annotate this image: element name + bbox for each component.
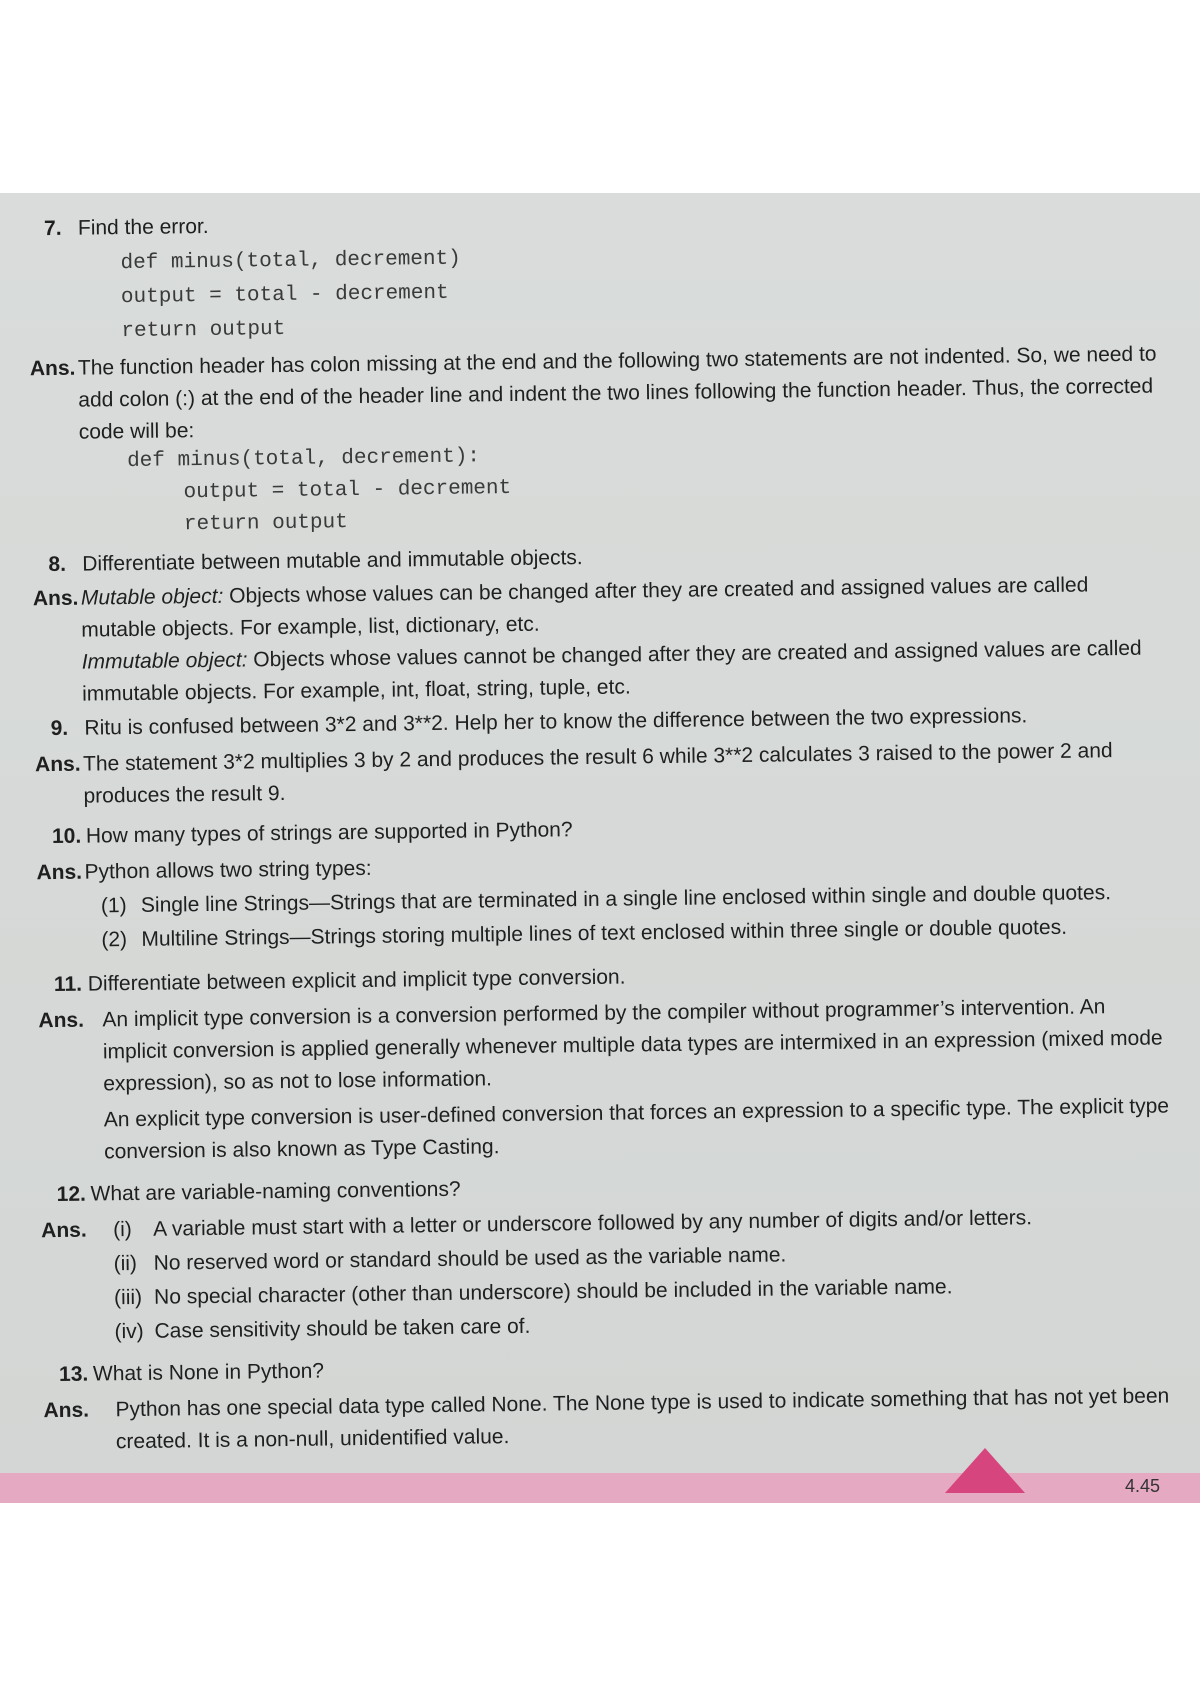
code-line: output = total - decrement	[120, 281, 449, 310]
question-number: 11.	[53, 972, 83, 997]
question-number: 8.	[48, 552, 67, 577]
question-text: What are variable-naming conventions?	[90, 1177, 461, 1206]
question-text: How many types of strings are supported in Python?	[85, 818, 573, 848]
question-number: 13.	[58, 1362, 89, 1386]
question-7	[44, 199, 1144, 245]
question-number: 12.	[56, 1182, 87, 1206]
item-text: Multiline Strings—Strings storing multiple lines of text enclosed within three single or double quotes.	[141, 915, 1068, 951]
item-text: No special character (other than underscore) should be included in the variable name.	[153, 1275, 953, 1309]
question-text: Differentiate between mutable and immutable objects.	[82, 546, 583, 576]
footer-triangle-decoration	[945, 1448, 1025, 1493]
answer-text: An implicit type conversion is a conversion performed by the compiler without programmer’s intervention. An implicit conversion is applied generally whenever multiple data types are intermixed in an expression (mixed mode expression), so as not to lose information.	[102, 995, 1163, 1096]
question-number: 7.	[43, 216, 62, 241]
code-line: return output	[121, 317, 286, 344]
answer-label: Ans.	[41, 1218, 87, 1243]
item-text: Case sensitivity should be taken care of.	[154, 1314, 531, 1343]
item-text: Single line Strings—Strings that are terminated in a single line enclosed within single and double quotes.	[140, 881, 1112, 917]
answer-label: Ans.	[29, 356, 76, 381]
answer-text: Python allows two string types:	[84, 856, 372, 884]
question-text: Differentiate between explicit and implicit type conversion.	[87, 965, 626, 996]
code-line: return output	[183, 511, 348, 537]
code-line: def minus(total, decrement)	[120, 247, 461, 276]
book-page	[0, 193, 1200, 1503]
term-immutable: Immutable object:	[81, 648, 248, 674]
answer-label: Ans.	[43, 1398, 90, 1423]
page-content	[0, 193, 1200, 1503]
item-label: (2)	[101, 928, 128, 952]
term-mutable: Mutable object:	[80, 584, 224, 610]
answer-text: Python has one special data type called None. The None type is used to indicate something that has not yet been created. It is a non-null, unidentified value.	[115, 1384, 1170, 1454]
item-label: (1)	[100, 894, 127, 918]
question-number: 9.	[50, 716, 69, 741]
item-label: (ii)	[113, 1251, 138, 1276]
answer-text: The statement 3*2 multiplies 3 by 2 and produces the result 6 while 3**2 calculates 3 raised to the power 2 and produces the result 9.	[82, 739, 1113, 808]
answer-text: An explicit type conversion is user-defined conversion that forces an expression to a specific type. The explicit type conversion is also known as Type Casting.	[103, 1094, 1170, 1164]
answer-text	[82, 632, 1163, 710]
answer-label: Ans.	[38, 1008, 85, 1033]
question-number: 10.	[51, 824, 82, 849]
answer-text: The function header has colon missing at the end and the following two statements are not indented. So, we need to add colon (:) at the end of the header line and indent the two lines following the function header. Thus, the corrected code will be:	[77, 342, 1157, 444]
item-text: A variable must start with a letter or underscore followed by any number of digits and/or letters.	[153, 1206, 1033, 1241]
code-line: def minus(total, decrement):	[126, 445, 481, 474]
question-text: Ritu is confused between 3*2 and 3**2. Help her to know the difference between the two expressions.	[84, 704, 1028, 740]
answer-label: Ans.	[36, 860, 83, 885]
item-label: (iv)	[114, 1319, 144, 1344]
definition-immutable: Objects whose values cannot be changed after they are created and assigned values are called immutable objects. For example, int, float, string, tuple, etc.	[82, 636, 1142, 706]
definition-mutable: Objects whose values can be changed after they are created and assigned values are called mutable objects. For example, list, dictionary, etc.	[81, 573, 1089, 642]
item-text: No reserved word or standard should be used as the variable name.	[153, 1243, 787, 1275]
answer-label: Ans.	[32, 586, 79, 611]
page-number: 4.45	[1125, 1476, 1161, 1496]
item-label: (i)	[113, 1218, 132, 1242]
question-text: Find the error.	[77, 214, 209, 240]
code-line: output = total - decrement	[183, 476, 512, 505]
item-label: (iii)	[113, 1285, 143, 1310]
question-text: What is None in Python?	[92, 1359, 325, 1386]
answer-label: Ans.	[34, 752, 81, 777]
